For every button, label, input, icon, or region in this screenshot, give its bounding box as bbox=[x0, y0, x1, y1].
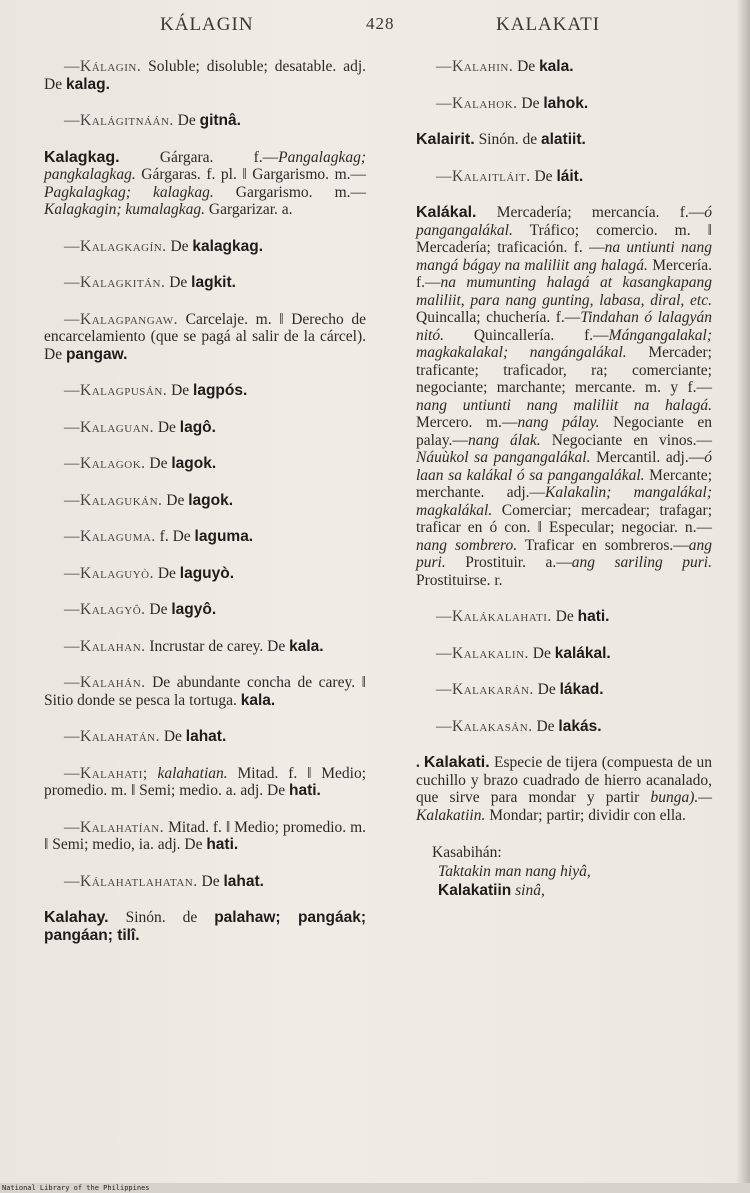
example-line-1: Taktakin man nang hiyâ, bbox=[438, 863, 591, 880]
entry-kalairit: Kalairit. Sinón. de alatiit. bbox=[416, 131, 586, 148]
entry-kalaguma: —Kalaguma. f. De laguma. bbox=[64, 528, 254, 545]
page-header bbox=[0, 14, 750, 44]
entry-kalahan: —Kalahan. Incrustar de carey. De kala. bbox=[64, 637, 324, 655]
library-credit: National Library of the Philippines bbox=[2, 1184, 150, 1192]
entry-kalahatan: —Kalahatán. De lahat. bbox=[64, 728, 227, 745]
entry-kalakal: Kalákal. Mercadería; mercancía. f.—ó pangangalákal. Tráfico; comercio. m. ‖ Mercadería; traficación. f. —na untiunti nang mangá bágay na maliliit ang halagá. Mercería. f.—na mumunting halagá at kasangkapang maliliit, para nang gunting, labasa, diral, etc. Quincalla; chuchería. f.—Tindahan ó lalagyán nitó. Quincallería. f.—Mángangalakal; magkakalakal; nangángalákal. Mercader; traficante; traficador, ra; comerciante; negociante; marchante; mercante. m. y f.—nang untiunti nang maliliit na halagá. Mercero. m.—nang pálay. Negociante en palay.—nang álak. Negociante en vinos.—Náuùkol sa pangangalákal. Mercantil. adj.—ó laan sa kalákal ó sa pangangalákal. Mercante; merchante. adj.—Kalakalin; mangalákal; magkalákal. Comerciar; mercadear; trafagar; traficar en ó con. ‖ Especular; negociar. n.—nang sombrero. Traficar en sombreros.—ang puri. Prostituir. a.—ang sariling puri. Prostituirse. r. bbox=[416, 204, 713, 589]
entry-kalahati: —Kalahati; kalahatian. Mitad. f. ‖ Medio; promedio. m. ‖ Semi; medio. a. adj. De hati. bbox=[44, 764, 367, 799]
entry-kalagkagin: —Kalagkagín. De kalagkag. bbox=[64, 237, 264, 255]
right-column bbox=[416, 58, 712, 900]
right-guide-word: KALAKATI bbox=[496, 14, 601, 35]
example-line-2: Kalakatiin sinâ, bbox=[438, 882, 545, 899]
entry-kalagpusan: —Kalagpusán. De lagpós. bbox=[64, 382, 248, 399]
entry-kalahin: —Kalahin. De kala. bbox=[436, 58, 574, 75]
entry-kalagyo: —Kalagyô. De lagyô. bbox=[64, 601, 217, 618]
entry-kalahan-2: —Kalahán. De abundante concha de carey. ‖ Sitio donde se pesca la tortuga. kala. bbox=[44, 674, 367, 709]
entry-kalagkitan: —Kalagkitán. De lagkit. bbox=[64, 274, 236, 291]
entry-kalaguan: —Kalaguan. De lagô. bbox=[64, 418, 216, 436]
entry-kalagkag: Kalagkag. Gárgara. f.—Pangalagkag; pangkalagkag. Gárgaras. f. pl. ‖ Gargarismo. m.—Pagkalagkag; kalagkag. Gargarismo. m.—Kalagkagin; kumalagkag. Gargarizar. a. bbox=[44, 148, 367, 218]
entry-kalagpangaw: —Kalagpangaw. Carcelaje. m. ‖ Derecho de encarcelamiento (que se pagá al salir de la cárcel). De pangaw. bbox=[44, 310, 366, 363]
entry-kalagin: —Kálagin. Soluble; disoluble; desatable. adj. De kalag. bbox=[44, 58, 367, 93]
entry-kalagukan: —Kalagukán. De lagok. bbox=[64, 491, 234, 509]
entry-kalakalin: —Kalakalin. De kalákal. bbox=[436, 644, 611, 662]
example-label: Kasabihán: bbox=[432, 844, 502, 861]
page-number: 428 bbox=[366, 14, 395, 33]
entry-kalahatlahatan: —Kálahatlahatan. De lahat. bbox=[64, 872, 264, 890]
entry-kalaitlait: —Kalaitláit. De láit. bbox=[436, 167, 584, 185]
entry-kalakalahati: —Kalákalahati. De hati. bbox=[436, 608, 610, 625]
left-column bbox=[44, 58, 366, 963]
entry-kalakasan: —Kalakasán. De lakás. bbox=[436, 717, 602, 735]
entry-kalahay: Kalahay. Sinón. de palahaw; pangáak; pangáan; tilî. bbox=[44, 909, 366, 944]
entry-kalakati: . Kalakati. Especie de tijera (compuesta de un cuchillo y brazo cuadrado de hierro acanalado, que sirve para mondar y partir bunga).—Kalakatiin. Mondar; partir; dividir con ella. bbox=[416, 754, 713, 824]
entry-kalahok: —Kalahok. De lahok. bbox=[436, 94, 589, 112]
entry-kalagok: —Kalagok. De lagok. bbox=[64, 455, 217, 472]
entry-kalagitnaan: —Kalágitnáán. De gitnâ. bbox=[64, 112, 241, 129]
entry-kalakaran: —Kalakarán. De lákad. bbox=[436, 681, 604, 698]
left-guide-word: KÁLAGIN bbox=[160, 14, 254, 35]
entry-kalahatian: —Kalahatían. Mitad. f. ‖ Medio; promedio. m. ‖ Semi; medio, ia. adj. De hati. bbox=[44, 818, 366, 853]
entry-kalaguyo: —Kalaguyò. De laguyò. bbox=[64, 564, 235, 582]
example-saying bbox=[416, 843, 712, 900]
